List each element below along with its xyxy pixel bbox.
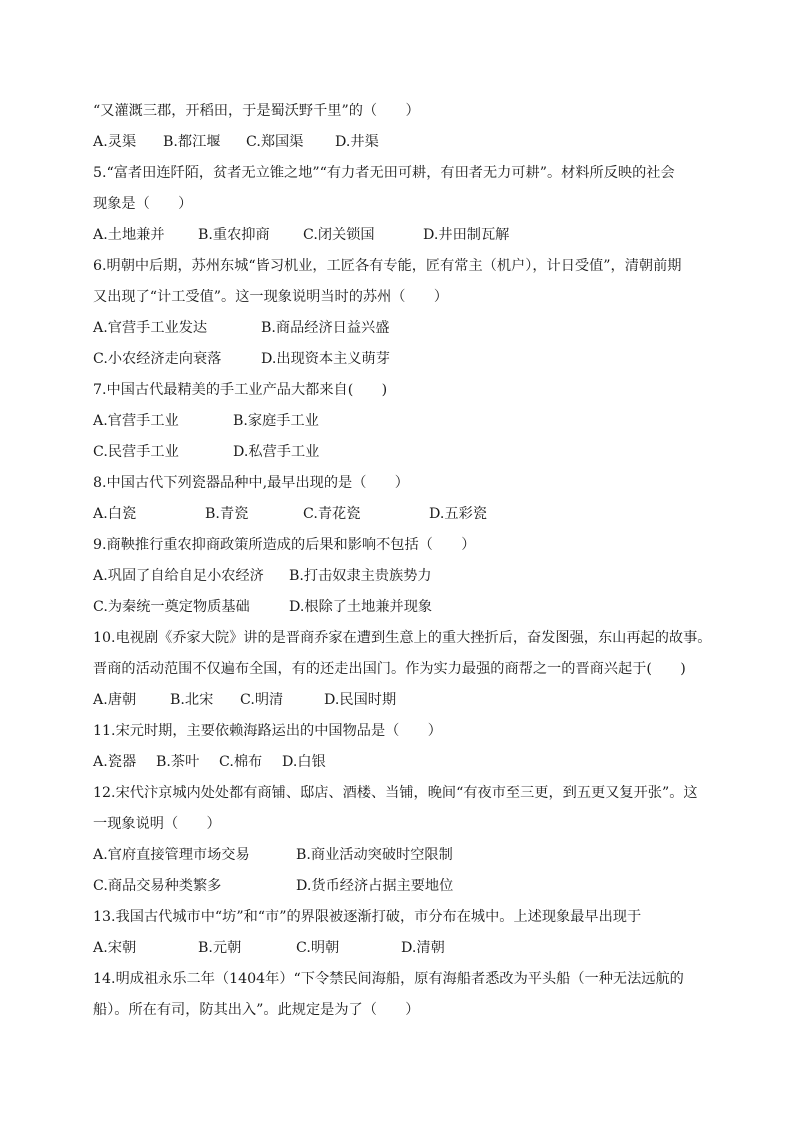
answer-option[interactable]: C.郑国渠 (246, 134, 304, 150)
question-stem: 7.中国古代最精美的手工业产品大都来自( ) (93, 382, 388, 398)
option-row (93, 313, 713, 344)
answer-option[interactable]: C.民营手工业 (93, 444, 179, 460)
question-block (93, 778, 713, 902)
answer-option[interactable]: C.小农经济走向衰落 (93, 351, 222, 367)
answer-option[interactable]: A.官营手工业发达 (93, 320, 208, 336)
answer-option[interactable]: D.白银 (282, 754, 326, 770)
question-stem: 一现象说明（ ） (93, 816, 221, 832)
answer-option[interactable]: B.家庭手工业 (233, 413, 319, 429)
option-row (93, 592, 713, 623)
question-stem: 现象是（ ） (93, 196, 193, 212)
option-row (93, 933, 713, 964)
question-stem: “又灌溉三郡，开稻田，于是蜀沃野千里”的（ ） (93, 103, 420, 119)
option-row (93, 220, 713, 251)
answer-option[interactable]: C.商品交易种类繁多 (93, 878, 222, 894)
answer-option[interactable]: C.棉布 (219, 754, 263, 770)
answer-option[interactable]: D.出现资本主义萌芽 (261, 351, 390, 367)
question-stem: 10.电视剧《乔家大院》讲的是晋商乔家在遭到生意上的重大挫折后，奋发图强，东山再起的故事。 (93, 630, 712, 646)
question-stem: 12.宋代汴京城内处处都有商铺、邸店、酒楼、当铺，晚间“有夜市至三更，到五更又复开张”。这 (93, 785, 698, 801)
answer-option[interactable]: A.土地兼并 (93, 227, 165, 243)
question-stem: 14.明成祖永乐二年（1404年）“下令禁民间海船，原有海船者悉改为平头船（一种无法远航的 (93, 971, 684, 987)
question-block (93, 530, 713, 623)
answer-option[interactable]: D.货币经济占据主要地位 (296, 878, 454, 894)
answer-option[interactable]: B.打击奴隶主贵族势力 (289, 568, 432, 584)
question-block (93, 96, 713, 158)
answer-option[interactable]: B.商业活动突破时空限制 (296, 847, 453, 863)
answer-option[interactable]: A.官府直接管理市场交易 (93, 847, 250, 863)
option-row (93, 871, 713, 902)
answer-option[interactable]: B.青瓷 (205, 506, 249, 522)
question-stem: 11.宋元时期，主要依赖海路运出的中国物品是（ ） (93, 723, 442, 739)
answer-option[interactable]: B.茶叶 (156, 754, 200, 770)
question-stem: 又出现了“计工受值”。这一现象说明当时的苏州（ ） (93, 289, 449, 305)
option-row (93, 840, 713, 871)
answer-option[interactable]: A.官营手工业 (93, 413, 179, 429)
answer-option[interactable]: D.五彩瓷 (429, 506, 487, 522)
answer-option[interactable]: C.青花瓷 (303, 506, 361, 522)
answer-option[interactable]: D.井渠 (335, 134, 379, 150)
answer-option[interactable]: A.瓷器 (93, 754, 137, 770)
option-row (93, 747, 713, 778)
question-block (93, 468, 713, 530)
answer-option[interactable]: B.商品经济日益兴盛 (261, 320, 390, 336)
option-row (93, 685, 713, 716)
answer-option[interactable]: A.巩固了自给自足小农经济 (93, 568, 264, 584)
answer-option[interactable]: D.清朝 (401, 940, 445, 956)
question-stem: 8.中国古代下列瓷器品种中,最早出现的是（ ） (93, 475, 409, 491)
answer-option[interactable]: A.白瓷 (93, 506, 137, 522)
answer-option[interactable]: C.明清 (240, 692, 284, 708)
answer-option[interactable]: B.都江堰 (163, 134, 221, 150)
option-row (93, 437, 713, 468)
question-stem: 晋商的活动范围不仅遍布全国，有的还走出国门。作为实力最强的商帮之一的晋商兴起于( ) (93, 661, 686, 677)
option-row (93, 127, 713, 158)
answer-option[interactable]: D.民国时期 (324, 692, 397, 708)
question-block (93, 902, 713, 964)
question-stem: 9.商鞅推行重农抑商政策所造成的后果和影响不包括（ ） (93, 537, 476, 553)
question-block (93, 964, 713, 1026)
answer-option[interactable]: A.灵渠 (93, 134, 137, 150)
question-stem: 6.明朝中后期，苏州东城“皆习机业，工匠各有专能，匠有常主（机户），计日受值”，清朝前期 (93, 258, 682, 274)
answer-option[interactable]: D.井田制瓦解 (423, 227, 510, 243)
question-block (93, 251, 713, 375)
question-stem: 5.“富者田连阡陌，贫者无立锥之地”“有力者无田可耕，有田者无力可耕”。材料所反映的社会 (93, 165, 675, 181)
question-block (93, 716, 713, 778)
question-block (93, 623, 713, 716)
answer-option[interactable]: B.重农抑商 (198, 227, 270, 243)
option-row (93, 344, 713, 375)
answer-option[interactable]: A.宋朝 (93, 940, 137, 956)
answer-option[interactable]: B.北宋 (170, 692, 214, 708)
answer-option[interactable]: D.根除了土地兼并现象 (289, 599, 433, 615)
answer-option[interactable]: A.唐朝 (93, 692, 137, 708)
option-row (93, 406, 713, 437)
question-list (93, 96, 713, 1026)
answer-option[interactable]: D.私营手工业 (233, 444, 320, 460)
question-stem: 船）。所在有司，防其出入”。此规定是为了（ ） (93, 1002, 420, 1018)
question-block (93, 158, 713, 251)
answer-option[interactable]: C.闭关锁国 (303, 227, 375, 243)
question-stem: 13.我国古代城市中“坊”和“市”的界限被逐渐打破，市分布在城中。上述现象最早出现于 (93, 909, 642, 925)
question-block (93, 375, 713, 468)
option-row (93, 499, 713, 530)
answer-option[interactable]: C.为秦统一奠定物质基础 (93, 599, 250, 615)
option-row (93, 561, 713, 592)
answer-option[interactable]: C.明朝 (296, 940, 340, 956)
answer-option[interactable]: B.元朝 (198, 940, 242, 956)
